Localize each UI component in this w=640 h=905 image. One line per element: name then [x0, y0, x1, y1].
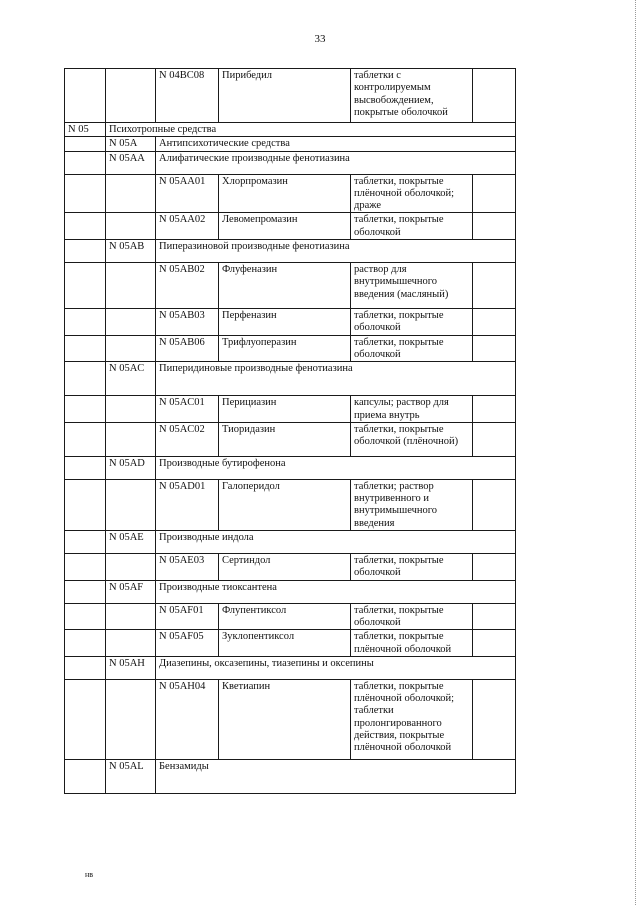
empty-cell [473, 679, 516, 759]
empty-cell [65, 137, 106, 151]
dosage-form-cell: таблетки, покрытые оболочкой [351, 213, 473, 240]
table-row [65, 479, 516, 530]
empty-cell [106, 422, 156, 456]
table-row [65, 137, 516, 151]
dosage-form-cell: таблетки, покрытые оболочкой (плёночной) [351, 422, 473, 456]
table-row [65, 679, 516, 759]
subgroup-title-cell: Бензамиды [156, 759, 516, 793]
empty-cell [106, 174, 156, 213]
empty-cell [106, 679, 156, 759]
table-row [65, 396, 516, 423]
subgroup-code-cell: N 05AD [106, 456, 156, 479]
subgroup-code-cell: N 05AE [106, 531, 156, 554]
dosage-form-cell: таблетки, покрытые плёночной оболочкой; таблетки пролонгированного действия, покрытые плёночной оболочкой [351, 679, 473, 759]
subgroup-title-cell: Производные индола [156, 531, 516, 554]
empty-cell [473, 479, 516, 530]
scan-edge-line [635, 0, 638, 905]
table-row [65, 580, 516, 603]
atc-code-cell: N 05AF01 [156, 603, 219, 630]
dosage-form-cell: раствор для внутримышечного введения (масляный) [351, 263, 473, 309]
subgroup-title-cell: Диазепины, оксазепины, тиазепины и оксепины [156, 656, 516, 679]
empty-cell [473, 69, 516, 123]
subgroup-title-cell: Пиперазиновой производные фенотиазина [156, 240, 516, 263]
table-row [65, 240, 516, 263]
dosage-form-cell: таблетки, покрытые плёночной оболочкой; драже [351, 174, 473, 213]
drug-name-cell: Галоперидол [219, 479, 351, 530]
table-row [65, 630, 516, 657]
empty-cell [65, 479, 106, 530]
empty-cell [65, 335, 106, 362]
table-row [65, 123, 516, 137]
empty-cell [106, 69, 156, 123]
drug-name-cell: Флуфеназин [219, 263, 351, 309]
group-title-cell: Психотропные средства [106, 123, 516, 137]
subgroup-code-cell: N 05A [106, 137, 156, 151]
subgroup-code-cell: N 05AH [106, 656, 156, 679]
dosage-form-cell: таблетки с контролируемым высвобождением, покрытые оболочкой [351, 69, 473, 123]
table-row [65, 309, 516, 336]
empty-cell [473, 213, 516, 240]
empty-cell [65, 396, 106, 423]
table-row [65, 263, 516, 309]
empty-cell [106, 396, 156, 423]
drug-name-cell: Сертиндол [219, 554, 351, 581]
drug-classification-table [64, 68, 516, 794]
drug-name-cell: Тиоридазин [219, 422, 351, 456]
dosage-form-cell: таблетки, покрытые оболочкой [351, 335, 473, 362]
table-row [65, 456, 516, 479]
dosage-form-cell: таблетки, покрытые оболочкой [351, 603, 473, 630]
table-row [65, 174, 516, 213]
atc-code-cell: N 05AB02 [156, 263, 219, 309]
empty-cell [473, 630, 516, 657]
empty-cell [65, 456, 106, 479]
table-row [65, 362, 516, 396]
subgroup-code-cell: N 05AL [106, 759, 156, 793]
table-row [65, 422, 516, 456]
dosage-form-cell: таблетки; раствор внутривенного и внутримышечного введения [351, 479, 473, 530]
empty-cell [65, 580, 106, 603]
page-number: 33 [314, 33, 326, 45]
footer-mark: нв [85, 870, 94, 879]
drug-name-cell: Левомепромазин [219, 213, 351, 240]
empty-cell [65, 151, 106, 174]
atc-code-cell: N 05AH04 [156, 679, 219, 759]
empty-cell [106, 479, 156, 530]
empty-cell [65, 174, 106, 213]
table-row [65, 213, 516, 240]
drug-name-cell: Зуклопентиксол [219, 630, 351, 657]
empty-cell [106, 630, 156, 657]
subgroup-code-cell: N 05AA [106, 151, 156, 174]
drug-name-cell: Перфеназин [219, 309, 351, 336]
table-row [65, 151, 516, 174]
empty-cell [473, 603, 516, 630]
empty-cell [65, 422, 106, 456]
drug-name-cell: Перициазин [219, 396, 351, 423]
atc-code-cell: N 04BC08 [156, 69, 219, 123]
empty-cell [65, 531, 106, 554]
table-row [65, 656, 516, 679]
empty-cell [65, 362, 106, 396]
empty-cell [65, 759, 106, 793]
empty-cell [473, 335, 516, 362]
group-code-cell: N 05 [65, 123, 106, 137]
empty-cell [106, 263, 156, 309]
subgroup-title-cell: Производные бутирофенона [156, 456, 516, 479]
empty-cell [65, 656, 106, 679]
table-row [65, 759, 516, 793]
empty-cell [473, 263, 516, 309]
atc-code-cell: N 05AF05 [156, 630, 219, 657]
subgroup-title-cell: Производные тиоксантена [156, 580, 516, 603]
empty-cell [65, 213, 106, 240]
empty-cell [106, 603, 156, 630]
subgroup-code-cell: N 05AF [106, 580, 156, 603]
table-row [65, 603, 516, 630]
empty-cell [106, 309, 156, 336]
atc-code-cell: N 05AC02 [156, 422, 219, 456]
drug-name-cell: Пирибедил [219, 69, 351, 123]
empty-cell [65, 69, 106, 123]
empty-cell [65, 240, 106, 263]
table-row [65, 531, 516, 554]
atc-code-cell: N 05AA01 [156, 174, 219, 213]
empty-cell [473, 309, 516, 336]
empty-cell [65, 263, 106, 309]
drug-name-cell: Кветиапин [219, 679, 351, 759]
table-row [65, 554, 516, 581]
dosage-form-cell: капсулы; раствор для приема внутрь [351, 396, 473, 423]
drug-name-cell: Хлорпромазин [219, 174, 351, 213]
empty-cell [473, 396, 516, 423]
atc-code-cell: N 05AB03 [156, 309, 219, 336]
empty-cell [65, 630, 106, 657]
atc-code-cell: N 05AC01 [156, 396, 219, 423]
table-row [65, 335, 516, 362]
subgroup-code-cell: N 05AB [106, 240, 156, 263]
atc-code-cell: N 05AD01 [156, 479, 219, 530]
atc-code-cell: N 05AB06 [156, 335, 219, 362]
empty-cell [106, 554, 156, 581]
table-row [65, 69, 516, 123]
empty-cell [106, 335, 156, 362]
dosage-form-cell: таблетки, покрытые плёночной оболочкой [351, 630, 473, 657]
empty-cell [65, 554, 106, 581]
drug-name-cell: Флупентиксол [219, 603, 351, 630]
subgroup-title-cell: Пиперидиновые производные фенотиазина [156, 362, 516, 396]
empty-cell [473, 554, 516, 581]
atc-code-cell: N 05AE03 [156, 554, 219, 581]
empty-cell [473, 422, 516, 456]
empty-cell [106, 213, 156, 240]
atc-code-cell: N 05AA02 [156, 213, 219, 240]
empty-cell [65, 679, 106, 759]
empty-cell [65, 603, 106, 630]
drug-name-cell: Трифлуоперазин [219, 335, 351, 362]
dosage-form-cell: таблетки, покрытые оболочкой [351, 309, 473, 336]
empty-cell [473, 174, 516, 213]
empty-cell [65, 309, 106, 336]
subgroup-title-cell: Алифатические производные фенотиазина [156, 151, 516, 174]
subgroup-title-cell: Антипсихотические средства [156, 137, 516, 151]
dosage-form-cell: таблетки, покрытые оболочкой [351, 554, 473, 581]
subgroup-code-cell: N 05AC [106, 362, 156, 396]
